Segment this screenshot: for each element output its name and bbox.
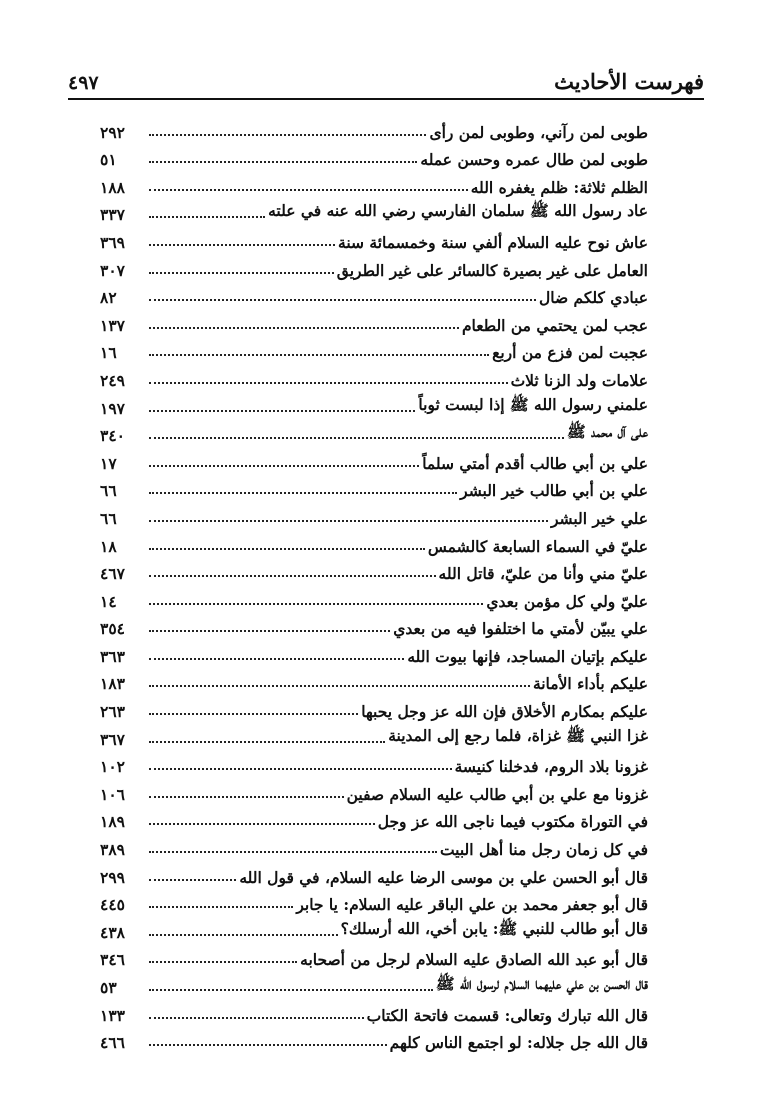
entry-page-number: ٢٤٩ [100,370,125,390]
index-entry [100,500,648,528]
dot-leader [149,685,530,687]
entry-text: قال الله تبارك وتعالى: قسمت فاتحة الكتاب [366,1005,648,1025]
entry-text: قال الله جل جلاله: لو اجتمع الناس كلهم [389,1033,648,1053]
dot-leader [149,934,338,936]
entry-text: في كل زمان رجل منا أهل البيت [439,840,648,860]
entry-text: العامل على غير بصيرة كالسائر على غير الطريق [336,260,648,280]
index-entry [100,114,648,142]
entry-page-number: ١٤ [100,591,117,611]
entry-text: الظلم ثلاثة: ظلم يغفره الله [470,177,648,197]
entry-text: عليّ ولي كل مؤمن بعدي [486,591,648,611]
entry-page-number: ٨٢ [100,288,117,308]
dot-leader [149,796,344,798]
entry-page-number: ٤٣٨ [100,922,125,942]
entry-text: علي يبيّن لأمتي ما اختلفوا فيه من بعدي [393,619,648,639]
index-entry [100,666,648,694]
index-entry [100,418,648,446]
dot-leader [149,244,335,246]
entry-text: قال أبو طالب للنبي ﷺ: يابن أخي، الله أرسلك؟ [340,918,648,938]
index-entry [100,473,648,501]
entry-page-number: ١٣٣ [100,1005,125,1025]
index-entry [100,611,648,639]
dot-leader [149,906,293,908]
dot-leader [149,548,425,550]
dot-leader [149,327,459,329]
dot-leader [149,189,468,191]
entry-page-number: ١٣٧ [100,315,125,335]
dot-leader [149,437,564,439]
dot-leader [149,216,265,218]
entry-page-number: ١٨٩ [100,812,125,832]
entry-page-number: ٥٣ [100,978,117,997]
dot-leader [149,823,375,825]
entry-text: عليكم بإتيان المساجد، فإنها بيوت الله [407,646,648,666]
index-entry [100,693,648,721]
index-entry [100,252,648,280]
entry-text: طوبى لمن طال عمره وحسن عمله [420,150,648,170]
index-entry [100,197,648,225]
entry-text: علي بن أبي طالب أقدم أمتي سلماً [422,453,648,473]
dot-leader [149,575,436,577]
dot-leader [149,741,385,743]
index-entry [100,556,648,584]
entry-page-number: ١٠٦ [100,784,125,804]
entry-text: غزونا بلاد الروم، فدخلنا كنيسة [454,757,648,777]
dot-leader [149,272,334,274]
entry-page-number: ١٨٣ [100,674,125,694]
index-entry [100,859,648,887]
entry-text: عليكم بأداء الأمانة [532,674,648,694]
index-entry [100,142,648,170]
entry-page-number: ١٠٢ [100,757,125,777]
dot-leader [149,492,457,494]
index-entry [100,638,648,666]
page-number: ٤٩٧ [68,72,99,94]
entry-text: عليّ في السماء السابعة كالشمس [427,536,648,556]
index-entry [100,528,648,556]
dot-leader [149,299,536,301]
dot-leader [149,630,390,632]
dot-leader [149,161,417,163]
index-entry [100,1025,648,1053]
entry-page-number: ٣٤٠ [100,426,125,446]
index-entry [100,224,648,252]
entry-text: قال أبو عبد الله الصادق عليه السلام لرجل من أصحابه [300,950,648,970]
index-entry [100,887,648,915]
entry-text: عبادي كلكم ضال [538,288,648,308]
entry-page-number: ٤٦٧ [100,564,125,584]
index-entry [100,997,648,1025]
page-header [68,58,704,94]
dot-leader [149,961,297,963]
entry-text: علامات ولد الزنا ثلاث [510,370,648,390]
dot-leader [149,713,358,715]
entry-page-number: ٢٩٢ [100,122,125,142]
entry-text: غزونا مع علي بن أبي طالب عليه السلام صفين [346,784,648,804]
entry-page-number: ٣٦٣ [100,646,125,666]
page-title: فهرست الأحاديث [554,69,704,94]
entry-page-number: ١٨٨ [100,177,125,197]
dot-leader [149,354,489,356]
entry-text: طوبى لمن رآني، وطوبى لمن رأى [429,122,648,142]
entry-page-number: ٤٦٦ [100,1033,125,1053]
entry-page-number: ١٩٧ [100,398,125,418]
entry-text: قال الحسن بن علي عليهما السلام لرسول الله ﷺ [435,974,648,993]
index-entry [100,280,648,308]
entry-text: عاش نوح عليه السلام ألفي سنة وخمسمائة سنة [338,232,648,252]
entry-text: غزا النبي ﷺ غزاة، فلما رجع إلى المدينة [388,725,648,745]
entry-page-number: ١٦ [100,343,117,363]
index-entry [100,914,648,942]
entry-text: على آل محمد ﷺ [567,422,648,442]
entry-text: قال أبو جعفر محمد بن علي الباقر عليه السلام: يا جابر [296,895,648,915]
entry-page-number: ٢٩٩ [100,867,125,887]
entry-text: عليكم بمكارم الأخلاق فإن الله عز وجل يحبها [361,702,648,722]
entry-text: قال أبو الحسن علي بن موسى الرضا عليه السلام، في قول الله [239,867,648,887]
dot-leader [149,603,483,605]
entry-page-number: ٣٣٧ [100,205,125,225]
index-entry [100,169,648,197]
index-entry [100,721,648,749]
index-entry [100,335,648,363]
dot-leader [149,134,426,136]
index-entry [100,583,648,611]
entry-text: علي خير البشر [551,508,648,528]
dot-leader [149,410,415,412]
entry-page-number: ٣٦٩ [100,232,125,252]
index-entry [100,776,648,804]
hadith-index-list [100,114,648,1052]
entry-page-number: ٣٤٦ [100,950,125,970]
index-entry [100,831,648,859]
entry-page-number: ٤٤٥ [100,895,125,915]
index-entry [100,445,648,473]
index-entry [100,804,648,832]
entry-text: عليّ مني وأنا من عليّ، قاتل الله [438,564,648,584]
dot-leader [149,879,236,881]
dot-leader [149,768,452,770]
dot-leader [149,851,437,853]
index-entry [100,362,648,390]
entry-page-number: ٣٥٤ [100,619,125,639]
header-divider [68,98,704,100]
index-entry [100,942,648,970]
dot-leader [149,1017,364,1019]
entry-text: عاد رسول الله ﷺ سلمان الفارسي رضي الله عنه في علته [268,201,648,221]
entry-text: علي بن أبي طالب خير البشر [460,481,648,501]
dot-leader [149,382,508,384]
entry-page-number: ٣٨٩ [100,840,125,860]
index-entry [100,969,648,997]
entry-page-number: ١٨ [100,536,117,556]
dot-leader [149,520,548,522]
index-entry [100,307,648,335]
index-entry [100,390,648,418]
dot-leader [149,465,419,467]
entry-page-number: ١٧ [100,453,117,473]
entry-text: عجب لمن يحتمي من الطعام [461,315,648,335]
entry-text: في التوراة مكتوب فيما ناجى الله عز وجل [377,812,648,832]
entry-page-number: ٥١ [100,150,117,170]
entry-page-number: ٦٦ [100,508,117,528]
index-entry [100,749,648,777]
entry-page-number: ٣٠٧ [100,260,125,280]
dot-leader [149,1044,387,1046]
entry-page-number: ٣٦٧ [100,729,125,749]
dot-leader [149,658,404,660]
entry-text: علمني رسول الله ﷺ إذا لبست ثوباً [418,394,648,414]
entry-text: عجبت لمن فزع من أربع [492,343,648,363]
dot-leader [149,989,433,991]
entry-page-number: ٢٦٣ [100,702,125,722]
entry-page-number: ٦٦ [100,481,117,501]
